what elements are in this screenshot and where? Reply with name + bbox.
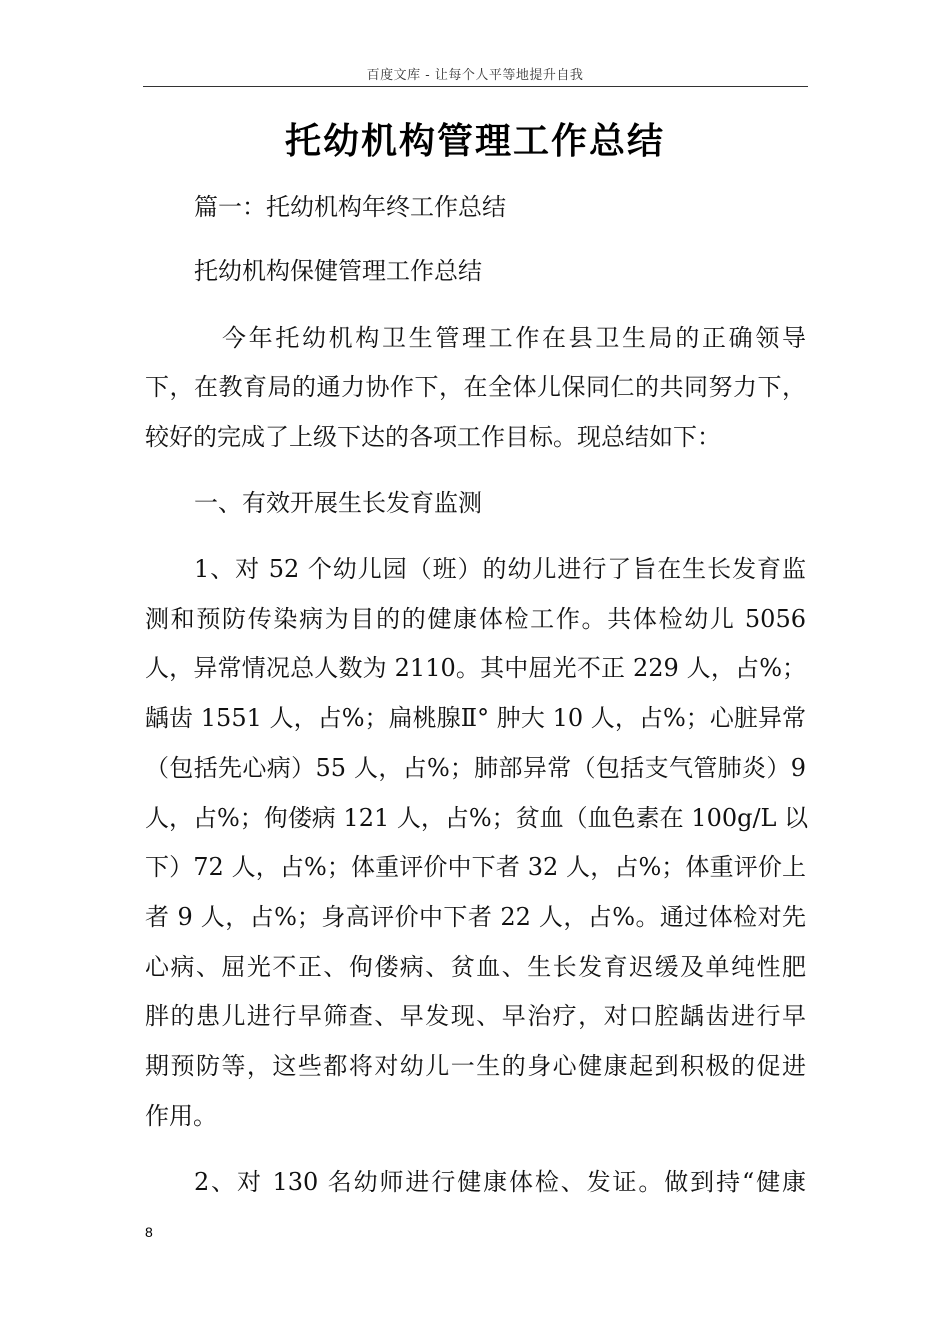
paragraph-line: 心病、屈光不正、佝偻病、贫血、生长发育迟缓及单纯性肥 bbox=[145, 953, 806, 981]
document-title: 托幼机构管理工作总结 bbox=[284, 120, 665, 162]
header-divider bbox=[143, 86, 808, 87]
list-heading: 一、有效开展生长发育监测 bbox=[194, 489, 482, 517]
paragraph-line: 期预防等，这些都将对幼儿一生的身心健康起到积极的促进 bbox=[145, 1052, 806, 1080]
paragraph-line: 人，占%；佝偻病 121 人，占%；贫血（血色素在 100g/L 以 bbox=[145, 804, 809, 832]
paragraph-line: 胖的患儿进行早筛查、早发现、早治疗，对口腔龋齿进行早 bbox=[145, 1002, 806, 1030]
page-header: 百度文库 - 让每个人平等地提升自我 bbox=[366, 68, 584, 83]
paragraph-line: 下）72 人，占%；体重评价中下者 32 人，占%；体重评价上 bbox=[145, 853, 806, 881]
paragraph-line: 1、对 52 个幼儿园（班）的幼儿进行了旨在生长发育监 bbox=[194, 555, 806, 583]
subsection-heading: 托幼机构保健管理工作总结 bbox=[194, 257, 482, 285]
paragraph-line: 人，异常情况总人数为 2110。其中屈光不正 229 人，占%； bbox=[145, 654, 806, 682]
paragraph-line: 2、对 130 名幼师进行健康体检、发证。做到持“健康 bbox=[194, 1168, 806, 1196]
paragraph-line: 作用。 bbox=[145, 1102, 217, 1130]
paragraph-line: （包括先心病）55 人，占%；肺部异常（包括支气管肺炎）9 bbox=[145, 754, 806, 782]
paragraph-line: 下，在教育局的通力协作下，在全体儿保同仁的共同努力下， bbox=[145, 373, 806, 401]
paragraph-line: 龋齿 1551 人，占%；扁桃腺Ⅱ° 肿大 10 人，占%；心脏异常 bbox=[145, 704, 806, 732]
paragraph-line: 测和预防传染病为目的的健康体检工作。共体检幼儿 5056 bbox=[145, 605, 806, 633]
paragraph-line: 者 9 人，占%；身高评价中下者 22 人，占%。通过体检对先 bbox=[145, 903, 806, 931]
page-number: 8 bbox=[145, 1224, 153, 1240]
paragraph-line: 较好的完成了上级下达的各项工作目标。现总结如下： bbox=[145, 423, 721, 451]
section-heading: 篇一：托幼机构年终工作总结 bbox=[194, 193, 506, 221]
paragraph-line: 今年托幼机构卫生管理工作在县卫生局的正确领导 bbox=[222, 324, 806, 352]
